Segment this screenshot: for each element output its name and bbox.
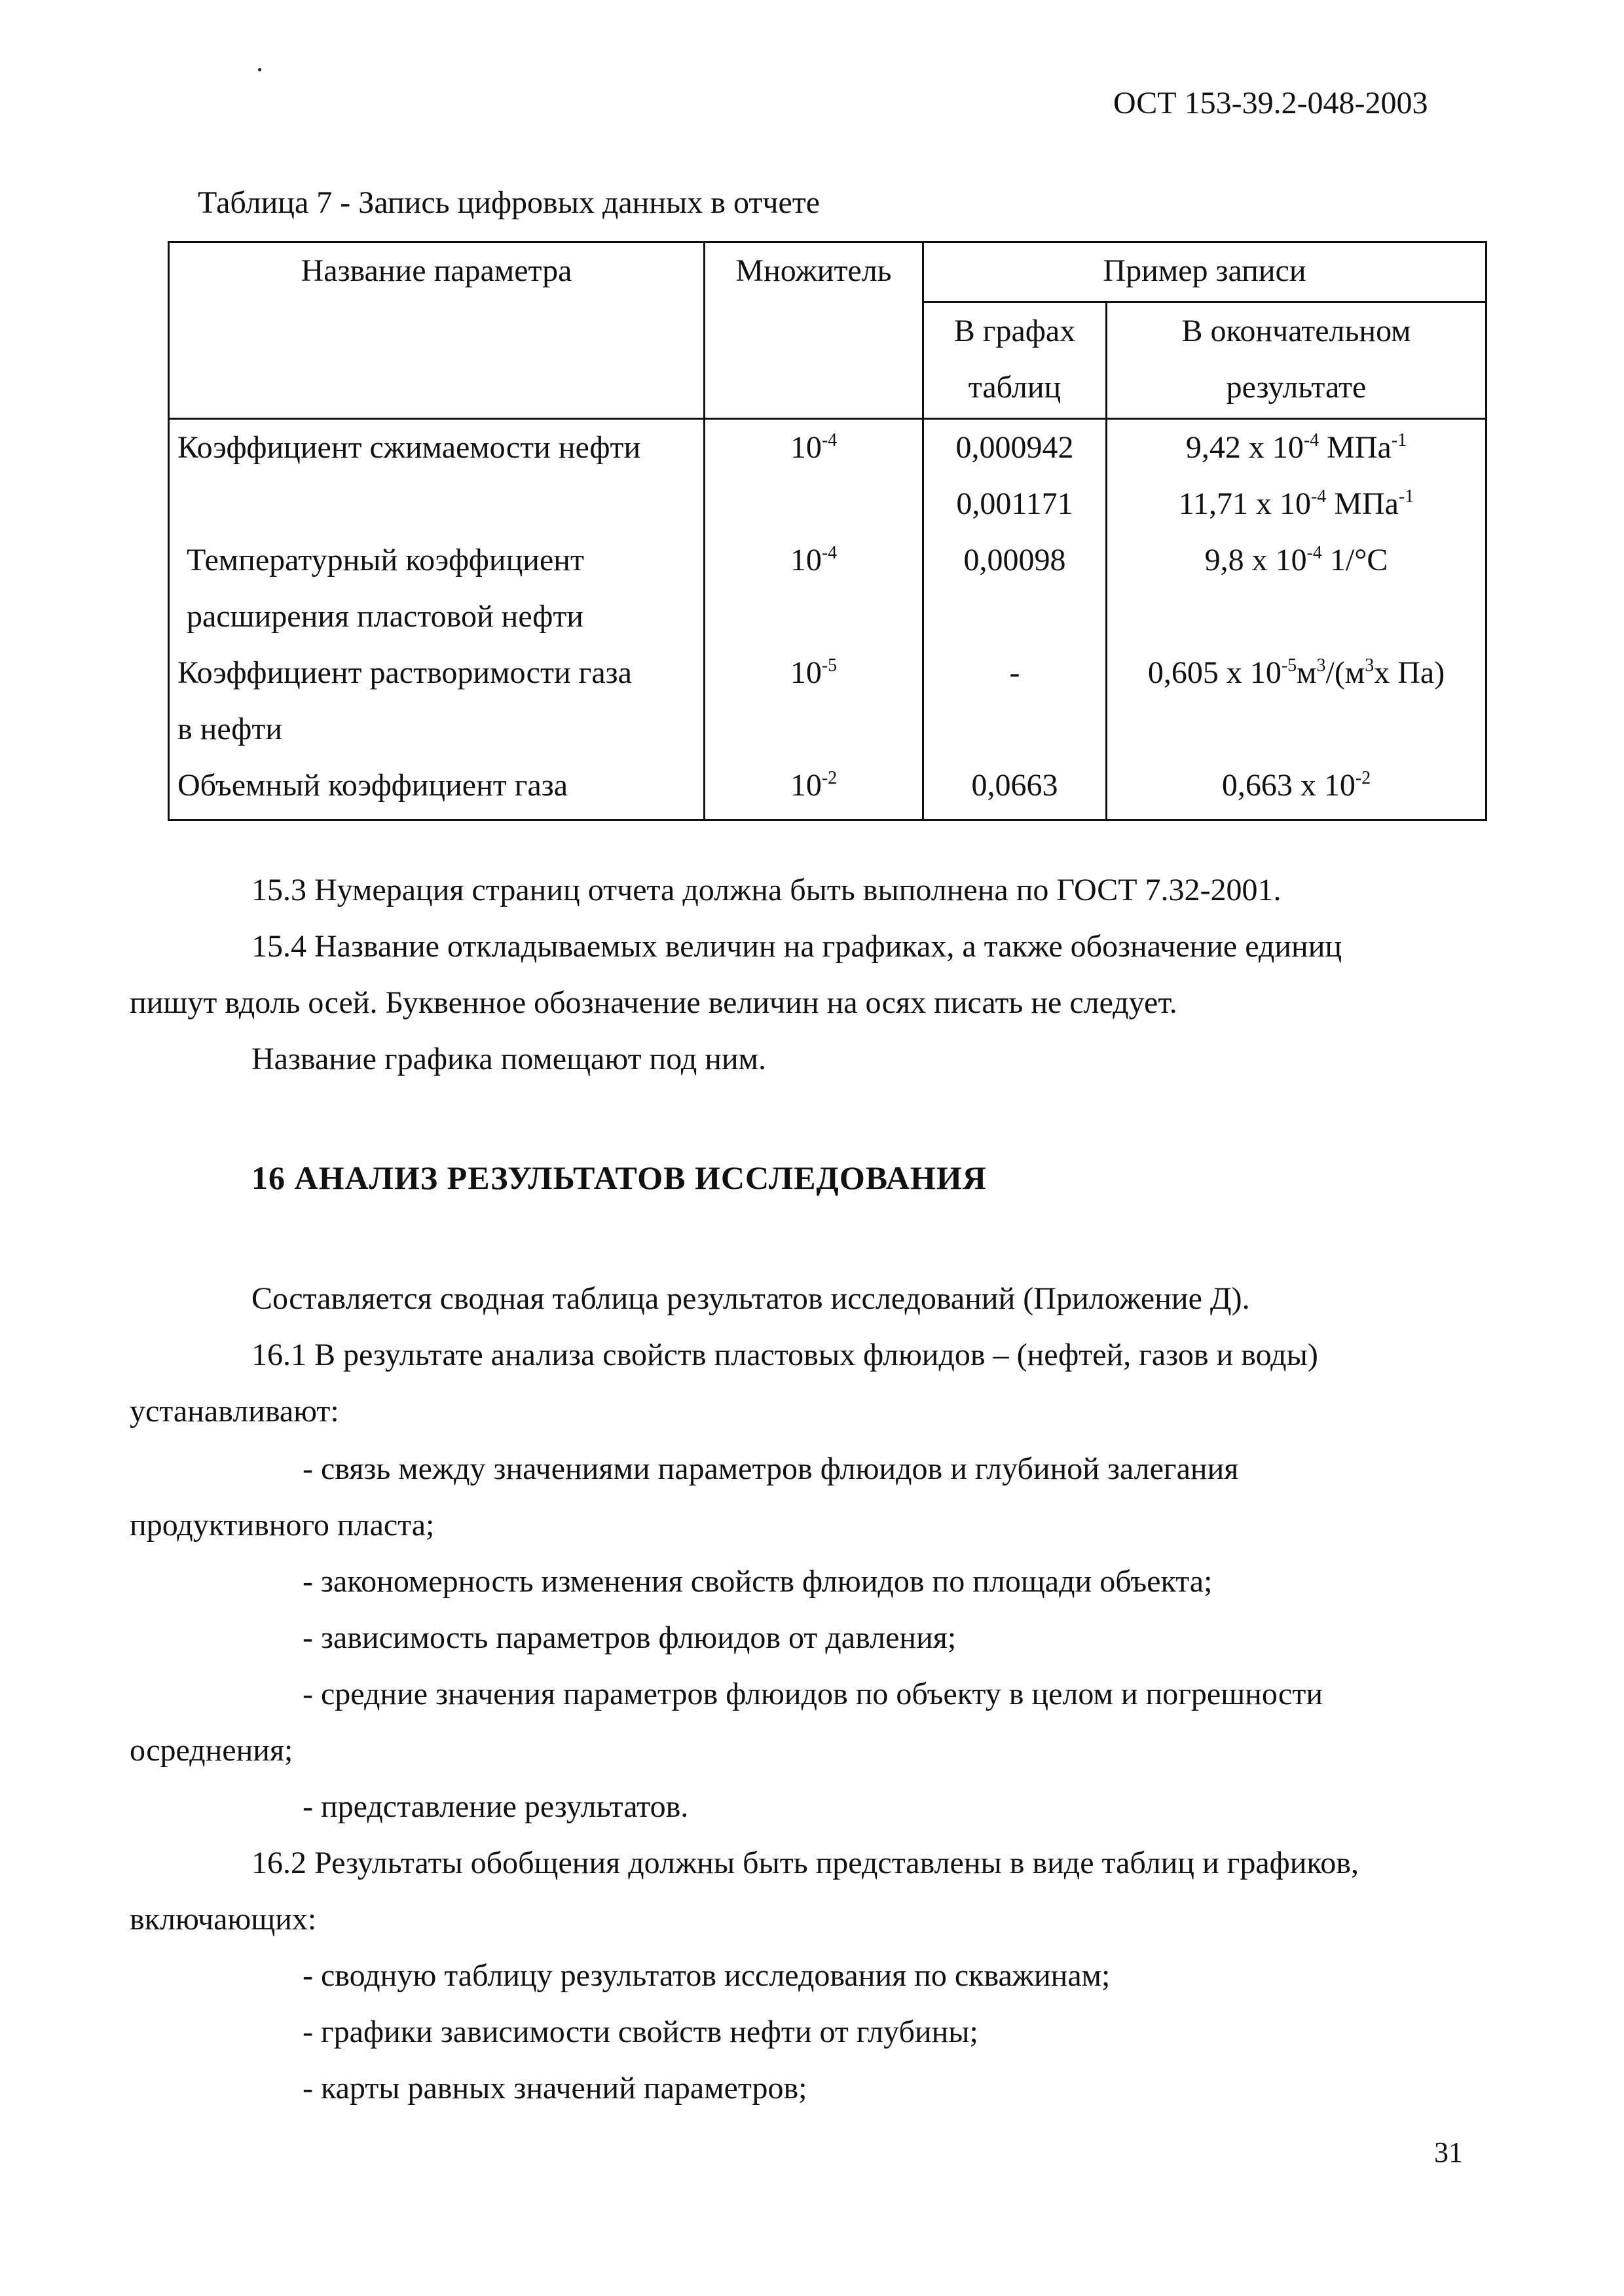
multipliers-cell: $10^{-4}$ $10^{-4}$ $10^{-5}$ $10^{-2}$ xyxy=(705,419,923,820)
table-caption: Таблица 7 - Запись цифровых данных в отчете xyxy=(198,185,821,220)
bullet-4-line1: - средние значения параметров флюидов по объекту в целом и погрешности xyxy=(303,1677,1323,1711)
paragraph-15-4-line2: пишут вдоль осей. Буквенное обозначение величин на осях писать не следует. xyxy=(130,985,1177,1020)
list-item-3: - карты равных значений параметров; xyxy=(303,2071,807,2105)
bullet-3: - зависимость параметров флюидов от давления; xyxy=(303,1620,957,1655)
table-body-row xyxy=(169,419,1486,820)
list-item-2: - графики зависимости свойств нефти от глубины; xyxy=(303,2014,978,2049)
paragraph-16-2-line1: 16.2 Результаты обобщения должны быть представлены в виде таблиц и графиков, xyxy=(251,1846,1359,1880)
page-number: 31 xyxy=(1434,2136,1463,2168)
final-values-cell: 9,42 х $10^{-4}$ МПа$^{-1}$ 11,71 х $10^{-4}$ МПа$^{-1}$ 9,8 х $10^{-4}$ 1/°С 0,605 х $10^{-5}м^3/(м^3х$ Па) 0,663 х $10^{-2}$ xyxy=(1107,419,1486,820)
paragraph-15-4-line3: Название графика помещают под ним. xyxy=(251,1042,767,1076)
bullet-2: - закономерность изменения свойств флюидов по площади объекта; xyxy=(303,1564,1213,1599)
paragraph-15-4-line1: 15.4 Название откладываемых величин на графиках, а также обозначение единиц xyxy=(251,929,1342,964)
document-code: ОСТ 153-39.2-048-2003 xyxy=(1113,86,1428,120)
table-values-cell: 0,000942 0,001171 0,00098 - 0,0663 xyxy=(923,419,1107,820)
header-in-final: В окончательном результате xyxy=(1107,302,1486,419)
bullet-5: - представление результатов. xyxy=(303,1789,689,1824)
paragraph-16-1-line1: 16.1 В результате анализа свойств пластовых флюидов – (нефтей, газов и воды) xyxy=(251,1338,1318,1372)
header-multiplier: Множитель xyxy=(705,242,923,419)
paragraph-16-1-line2: устанавливают: xyxy=(130,1394,339,1429)
paragraph-16-intro: Составляется сводная таблица результатов исследований (Приложение Д). xyxy=(251,1281,1250,1316)
data-table xyxy=(168,241,1487,821)
paragraph-15-3: 15.3 Нумерация страниц отчета должна быть выполнена по ГОСТ 7.32-2001. xyxy=(251,873,1282,907)
header-example: Пример записи xyxy=(923,242,1486,302)
bullet-1-line1: - связь между значениями параметров флюидов и глубиной залегания xyxy=(303,1451,1239,1486)
paragraph-16-2-line2: включающих: xyxy=(130,1902,317,1937)
param-names-cell: Коэффициент сжимаемости нефти Температурный коэффициент расширения пластовой нефти Коэффициент растворимости газа в нефти Объемный коэффициент газа xyxy=(169,419,705,820)
bullet-1-line2: продуктивного пласта; xyxy=(130,1508,435,1542)
bullet-4-line2: осреднения; xyxy=(130,1733,293,1768)
scan-speck xyxy=(258,68,261,71)
header-parameter-name: Название параметра xyxy=(169,242,705,419)
list-item-1: - сводную таблицу результатов исследования по скважинам; xyxy=(303,1958,1111,1993)
section-16-title: 16 АНАЛИЗ РЕЗУЛЬТАТОВ ИССЛЕДОВАНИЯ xyxy=(251,1159,987,1196)
header-in-tables: В графах таблиц xyxy=(923,302,1107,419)
